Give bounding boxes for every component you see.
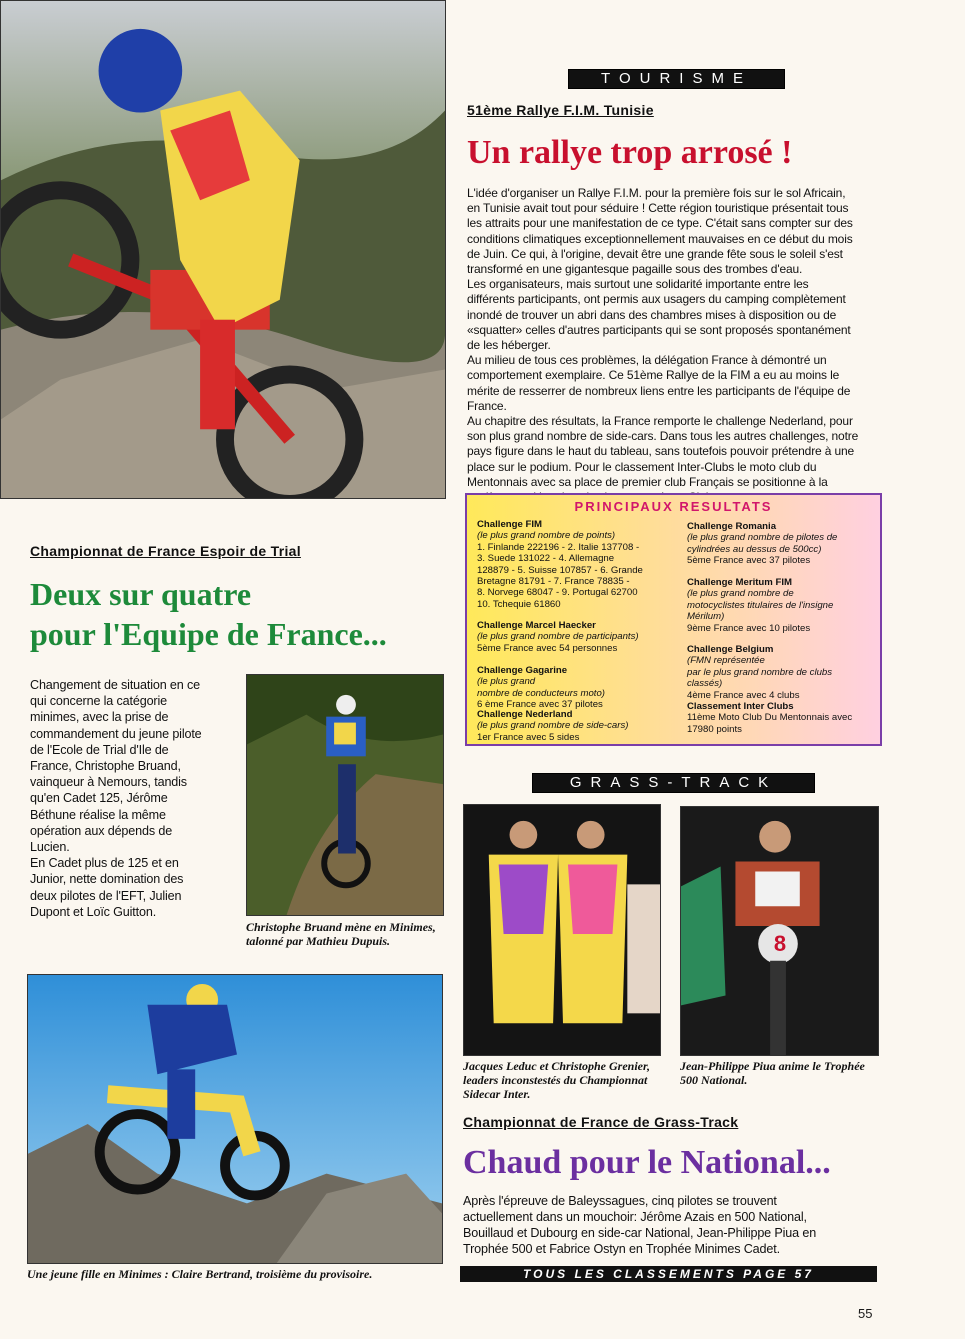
minimes-rider-photo — [246, 674, 444, 916]
piua-photo — [680, 806, 879, 1056]
result-value: 1. Finlande 222196 - 2. Italie 137708 - 3. Suede 131022 - 4. Allemagne 128879 - 5. Suisse 107857 - 6. Grande Bretagne 81791 - 7. France 78835 - 8. Norvege 68047 - 9. Portugal 62700 10. Tchequie 61860 — [477, 541, 643, 610]
result-value: 1er France avec 5 sides — [477, 731, 580, 743]
espoir-headline-line1: Deux sur quatre — [30, 576, 252, 612]
result-inter-clubs — [687, 701, 882, 735]
result-challenge-haecker — [477, 620, 677, 654]
result-title: Challenge Romania — [687, 521, 777, 532]
results-box — [465, 493, 882, 746]
result-value: 5ème France avec 37 pilotes — [687, 555, 811, 567]
result-value: 6 ème France avec 37 pilotes — [477, 699, 603, 711]
result-title: Challenge Gagarine — [477, 665, 568, 676]
grass-track-headline: Chaud pour le National... — [463, 1144, 831, 1181]
result-challenge-meritum — [687, 577, 882, 634]
tourisme-kicker: 51ème Rallye F.I.M. Tunisie — [467, 102, 654, 118]
page-number: 55 — [858, 1306, 873, 1321]
result-title: Classement Inter Clubs — [687, 701, 794, 712]
result-challenge-fim — [477, 519, 677, 610]
claire-bertrand-photo — [27, 974, 443, 1264]
result-value: 4ème France avec 4 clubs — [687, 689, 800, 701]
result-subtitle: (le plus grand nombre de conducteurs moto) — [477, 676, 605, 699]
result-challenge-nederland — [477, 709, 677, 743]
race-number-plate: 8 — [773, 931, 787, 956]
tourisme-body: L'idée d'organiser un Rallye F.I.M. pour la première fois sur le sol Africain, en Tunisie avait tout pour séduire ! Cette région touristique présentait tous les attraits pour une manifestation de ce type. C'était sans compter sur des conditions climatiques exceptionnellement mauvaises en ce début du mois de Juin. Ce qui, à l'origine, devait être une grande fête sous le soleil s'est transformé en une gigantesque pagaille sous des trombes d'eau. Les organisateurs, mais surtout une solidarité importante entre les différents participants, ont permis aux usagers du camping complètement inondé de trouver un abri dans des chambres mises à disposition ou de «squatter» celles d'autres participants qui se sont proposés spontanément de les héberger. Au milieu de tous ces problèmes, la délégation France à démontré un comportement exemplaire. Ce 51ème Rallye de la FIM a eu au moins le mérite de resserrer de nombreux liens entre les participants de l'équipe de France. Au chapitre des résultats, la France remporte le challenge Nederland, pour son plus grand nombre de side-cars. Dans tous les autres challenges, notre pays figure dans le haut du tableau, sans toutefois pouvoir prétendre à une place sur le podium. Pour le classement Inter-Clubs le moto club du Mentonnais avec sa place de premier club Français se positionne à la — [467, 186, 859, 489]
result-challenge-gagarine — [477, 665, 677, 711]
trial-rider-photo — [0, 0, 446, 499]
grass-track-kicker: Championnat de France de Grass-Track — [463, 1114, 739, 1130]
section-label-grass-track: GRASS-TRACK — [532, 773, 815, 793]
result-subtitle: (le plus grand nombre de pilotes de cylindrées au dessus de 500cc) — [687, 532, 838, 555]
result-subtitle: (FMN représentée par le plus grand nombre de clubs classés) — [687, 655, 833, 690]
results-title: PRINCIPAUX RESULTATS — [574, 499, 773, 514]
espoir-headline-line2: pour l'Equipe de France... — [30, 616, 387, 652]
result-subtitle: (le plus grand nombre de motocyclistes titulaires de l'insigne Mérilum) — [687, 588, 834, 623]
result-title: Challenge Marcel Haecker — [477, 620, 596, 631]
caption-sidecar-leaders: Jacques Leduc et Christophe Grenier, leaders inconstestés du Championnat Sidecar Inter. — [463, 1059, 651, 1101]
result-value: 9ème France avec 10 pilotes — [687, 622, 811, 634]
section-label-tourisme: TOURISME — [568, 69, 785, 89]
caption-minimes: Christophe Bruand mène en Minimes, talonné par Mathieu Dupuis. — [246, 920, 436, 948]
result-title: Challenge Nederland — [477, 709, 573, 720]
classements-footer: TOUS LES CLASSEMENTS PAGE 57 — [460, 1266, 877, 1282]
sidecar-leaders-photo — [463, 804, 661, 1056]
result-challenge-romania — [687, 521, 882, 567]
tourisme-headline: Un rallye trop arrosé ! — [467, 134, 793, 171]
result-title: Challenge FIM — [477, 519, 543, 530]
result-subtitle: (le plus grand nombre de side-cars) — [477, 720, 629, 732]
result-value: 5ème France avec 54 personnes — [477, 642, 618, 654]
dotted-divider-right — [465, 757, 965, 765]
dotted-divider-left — [2, 518, 448, 526]
result-title: Challenge Belgium — [687, 644, 774, 655]
espoir-kicker: Championnat de France Espoir de Trial — [30, 543, 301, 559]
result-title: Challenge Meritum FIM — [687, 577, 793, 588]
result-challenge-belgium — [687, 644, 882, 701]
result-value: 11ème Moto Club Du Mentonnais avec 17980 points — [687, 712, 853, 735]
espoir-body: Changement de situation en ce qui concerne la catégorie minimes, avec la prise de commandement du jeune pilote de l'Ecole de Trial d'Ile de France, Christophe Bruand, vainqueur à Nemours, tandis qu'en Cadet 125, Jérôme Béthune réalise la même opération aux dépends de Lucien. En Cadet plus de 125 et en Junior, nette domination des deux pilotes de l'EFT, Julien Dupont et Loïc Guitton. — [30, 678, 202, 919]
result-subtitle: (le plus grand nombre de points) — [477, 530, 616, 542]
caption-claire-bertrand: Une jeune fille en Minimes : Claire Bertrand, troisième du provisoire. — [27, 1267, 373, 1281]
grass-track-body: Après l'épreuve de Baleyssagues, cinq pilotes se trouvent actuellement dans un mouchoir: Jérôme Azais en 500 National, Bouillaud et Dubourg en side-car National, Jean-Philippe Piua en Trophée 500 et Fabrice Ostyn en Trophée Minimes Cadet. — [463, 1194, 817, 1256]
caption-piua: Jean-Philippe Piua anime le Trophée 500 National. — [680, 1059, 865, 1087]
result-subtitle: (le plus grand nombre de participants) — [477, 631, 639, 643]
